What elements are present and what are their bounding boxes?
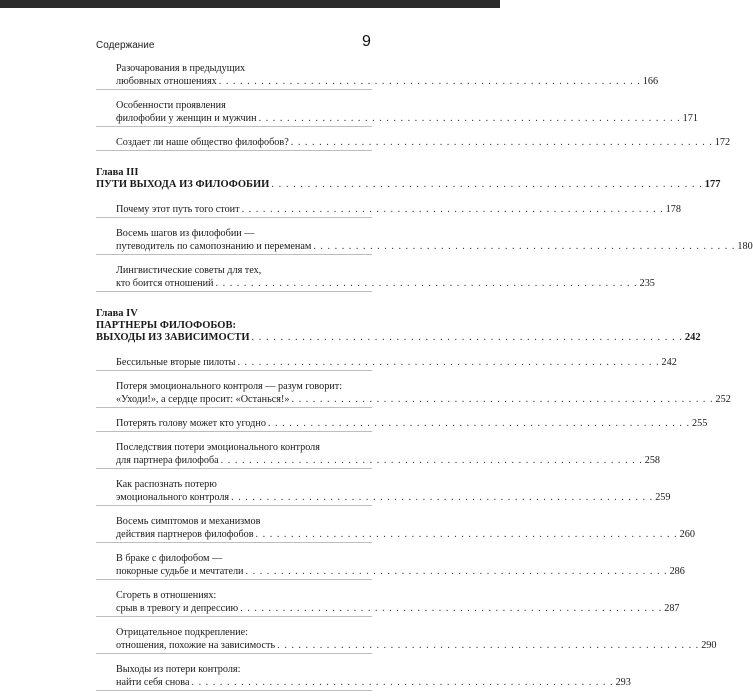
entry-last-line (116, 676, 631, 689)
entry-last-line (116, 393, 731, 406)
entry-text: отношения, похожие на зависимость (116, 640, 276, 651)
toc-entry (96, 417, 708, 432)
entry-text: ПУТИ ВЫХОДА ИЗ ФИЛОФОБИИ (96, 179, 270, 190)
page-number: 9 (362, 33, 371, 50)
toc-entry (96, 478, 671, 506)
entry-page-number: 242 (684, 332, 701, 343)
entry-text: Последствия потери эмоционального контроля (116, 442, 320, 453)
entry-text: эмоционального контроля (116, 492, 230, 503)
entry-page-number: 252 (715, 394, 731, 405)
leader-dots: . . . . . . . . . . . . . . . . . . . . . . . . . . . . . . . . . . . . . . . . . . . . . . . . . . . . . . . . . . . . (291, 394, 714, 405)
entry-page-number: 258 (644, 455, 661, 466)
leader-dots: . . . . . . . . . . . . . . . . . . . . . . . . . . . . . . . . . . . . . . . . . . . . . . . . . . . . . . . . . . . . (220, 455, 643, 466)
toc-entry (96, 663, 631, 691)
toc-entry (96, 203, 681, 218)
entry-page-number: 166 (642, 76, 659, 87)
toc-entry (96, 380, 731, 408)
leader-dots: . . . . . . . . . . . . . . . . . . . . . . . . . . . . . . . . . . . . . . . . . . . . . . . . . . . . . . . . . . . . (215, 278, 638, 289)
entry-text: любовных отношениях (116, 76, 217, 87)
entry-last-line (116, 203, 681, 216)
toc-entry (96, 552, 685, 580)
entry-last-line (116, 639, 717, 652)
toc-entry (96, 626, 717, 654)
toc-entry (96, 356, 677, 371)
toc-section-chapter-3 (96, 203, 753, 292)
entry-text: Особенности проявления (116, 100, 226, 111)
toc-section-pre (96, 62, 731, 151)
chapter-label: Глава III (96, 167, 139, 178)
entry-text: путеводитель по самопознанию и переменам (116, 241, 312, 252)
toc-entry (96, 264, 655, 292)
entry-last-line (116, 112, 698, 125)
leader-dots: . . . . . . . . . . . . . . . . . . . . . . . . . . . . . . . . . . . . . . . . . . . . . . . . . . . . . . . . . . . . (231, 492, 654, 503)
entry-last-line (116, 565, 685, 578)
entry-page-number: 177 (704, 179, 721, 190)
leader-dots: . . . . . . . . . . . . . . . . . . . . . . . . . . . . . . . . . . . . . . . . . . . . . . . . . . . . . . . . . . . . (290, 137, 713, 148)
leader-dots: . . . . . . . . . . . . . . . . . . . . . . . . . . . . . . . . . . . . . . . . . . . . . . . . . . . . . . . . . . . . (313, 241, 736, 252)
entry-text: Создает ли наше общество филофобов? (116, 137, 289, 148)
entry-text: Разочарования в предыдущих (116, 63, 246, 74)
entry-text: кто боится отношений (116, 278, 214, 289)
entry-page-number: 235 (639, 278, 655, 289)
toc-entry (96, 589, 680, 617)
entry-page-number: 287 (664, 603, 680, 614)
entry-text: В браке с филофобом — (116, 553, 223, 564)
chapter-4-heading (96, 308, 701, 344)
leader-dots: . . . . . . . . . . . . . . . . . . . . . . . . . . . . . . . . . . . . . . . . . . . . . . . . . . . . . . . . . . . . (218, 76, 641, 87)
chapter-3-heading (96, 167, 721, 191)
entry-text: Сгореть в отношениях: (116, 590, 217, 601)
entry-text: Потеря эмоционального контроля — разум говорит: (116, 381, 343, 392)
entry-page-number: 180 (737, 241, 753, 252)
leader-dots: . . . . . . . . . . . . . . . . . . . . . . . . . . . . . . . . . . . . . . . . . . . . . . . . . . . . . . . . . . . . (191, 677, 614, 688)
leader-dots: . . . . . . . . . . . . . . . . . . . . . . . . . . . . . . . . . . . . . . . . . . . . . . . . . . . . . . . . . . . . (255, 529, 678, 540)
entry-page-number: 172 (714, 137, 731, 148)
entry-page-number: 290 (701, 640, 717, 651)
entry-page-number: 178 (665, 204, 681, 215)
toc-entry (96, 515, 695, 543)
leader-dots: . . . . . . . . . . . . . . . . . . . . . . . . . . . . . . . . . . . . . . . . . . . . . . . . . . . . . . . . . . . . (245, 566, 668, 577)
entry-last-line (96, 332, 701, 344)
entry-page-number: 286 (669, 566, 685, 577)
entry-text: покорные судьбе и мечтатели (116, 566, 244, 577)
entry-text: филофобии у женщин и мужчин (116, 113, 257, 124)
entry-text: Как распознать потерю (116, 479, 217, 490)
leader-dots: . . . . . . . . . . . . . . . . . . . . . . . . . . . . . . . . . . . . . . . . . . . . . . . . . . . . . . . . . . . . (258, 113, 681, 124)
entry-last-line (116, 491, 671, 504)
entry-text: Лингвистические советы для тех, (116, 265, 262, 276)
entry-last-line (116, 602, 680, 615)
entry-last-line (116, 454, 661, 467)
entry-text: ВЫХОДЫ ИЗ ЗАВИСИМОСТИ (96, 332, 250, 343)
entry-text: Восемь симптомов и механизмов (116, 516, 261, 527)
entry-text: Бессильные вторые пилоты (116, 357, 236, 368)
leader-dots: . . . . . . . . . . . . . . . . . . . . . . . . . . . . . . . . . . . . . . . . . . . . . . . . . . . . . . . . . . . . (251, 332, 683, 343)
leader-dots: . . . . . . . . . . . . . . . . . . . . . . . . . . . . . . . . . . . . . . . . . . . . . . . . . . . . . . . . . . . . (241, 204, 664, 215)
entry-text: для партнера филофоба (116, 455, 219, 466)
entry-last-line (116, 528, 695, 541)
entry-last-line (116, 277, 655, 290)
entry-page-number: 171 (682, 113, 698, 124)
leader-dots: . . . . . . . . . . . . . . . . . . . . . . . . . . . . . . . . . . . . . . . . . . . . . . . . . . . . . . . . . . . . (271, 179, 703, 190)
toc-entry (96, 136, 731, 151)
entry-page-number: 260 (679, 529, 695, 540)
entry-text: «Уходи!», а сердце просит: «Останься!» (116, 394, 290, 405)
entry-text: Потерять голову может кто угодно (116, 418, 266, 429)
leader-dots: . . . . . . . . . . . . . . . . . . . . . . . . . . . . . . . . . . . . . . . . . . . . . . . . . . . . . . . . . . . . (267, 418, 690, 429)
entry-page-number: 259 (655, 492, 671, 503)
chapter-title (96, 320, 701, 344)
toc-entry (96, 99, 698, 127)
entry-last-line (116, 136, 731, 149)
entry-page-number: 255 (692, 418, 708, 429)
entry-last-line (116, 417, 708, 430)
toc-entry (96, 62, 659, 90)
chapter-title (96, 179, 721, 191)
entry-text: Выходы из потери контроля: (116, 664, 241, 675)
entry-text: действия партнеров филофобов (116, 529, 254, 540)
entry-text: Восемь шагов из филофобии — (116, 228, 255, 239)
running-head: Содержание (96, 40, 155, 51)
entry-page-number: 293 (615, 677, 631, 688)
entry-text: найти себя снова (116, 677, 190, 688)
toc-entry (96, 227, 753, 255)
entry-last-line (116, 75, 659, 88)
entry-page-number: 242 (661, 357, 677, 368)
leader-dots: . . . . . . . . . . . . . . . . . . . . . . . . . . . . . . . . . . . . . . . . . . . . . . . . . . . . . . . . . . . . (240, 603, 663, 614)
table-of-contents (96, 62, 753, 700)
leader-dots: . . . . . . . . . . . . . . . . . . . . . . . . . . . . . . . . . . . . . . . . . . . . . . . . . . . . . . . . . . . . (277, 640, 700, 651)
entry-last-line (116, 240, 753, 253)
entry-text: ПАРТНЕРЫ ФИЛОФОБОВ: (96, 320, 236, 331)
chapter-label: Глава IV (96, 308, 138, 319)
toc-section-chapter-4 (96, 356, 731, 691)
top-border-band (0, 0, 500, 8)
entry-text: Отрицательное подкрепление: (116, 627, 248, 638)
entry-last-line (96, 179, 721, 191)
toc-entry (96, 441, 661, 469)
entry-text: Почему этот путь того стоит (116, 204, 240, 215)
entry-last-line (116, 356, 677, 369)
entry-text: срыв в тревогу и депрессию (116, 603, 239, 614)
leader-dots: . . . . . . . . . . . . . . . . . . . . . . . . . . . . . . . . . . . . . . . . . . . . . . . . . . . . . . . . . . . . (237, 357, 660, 368)
